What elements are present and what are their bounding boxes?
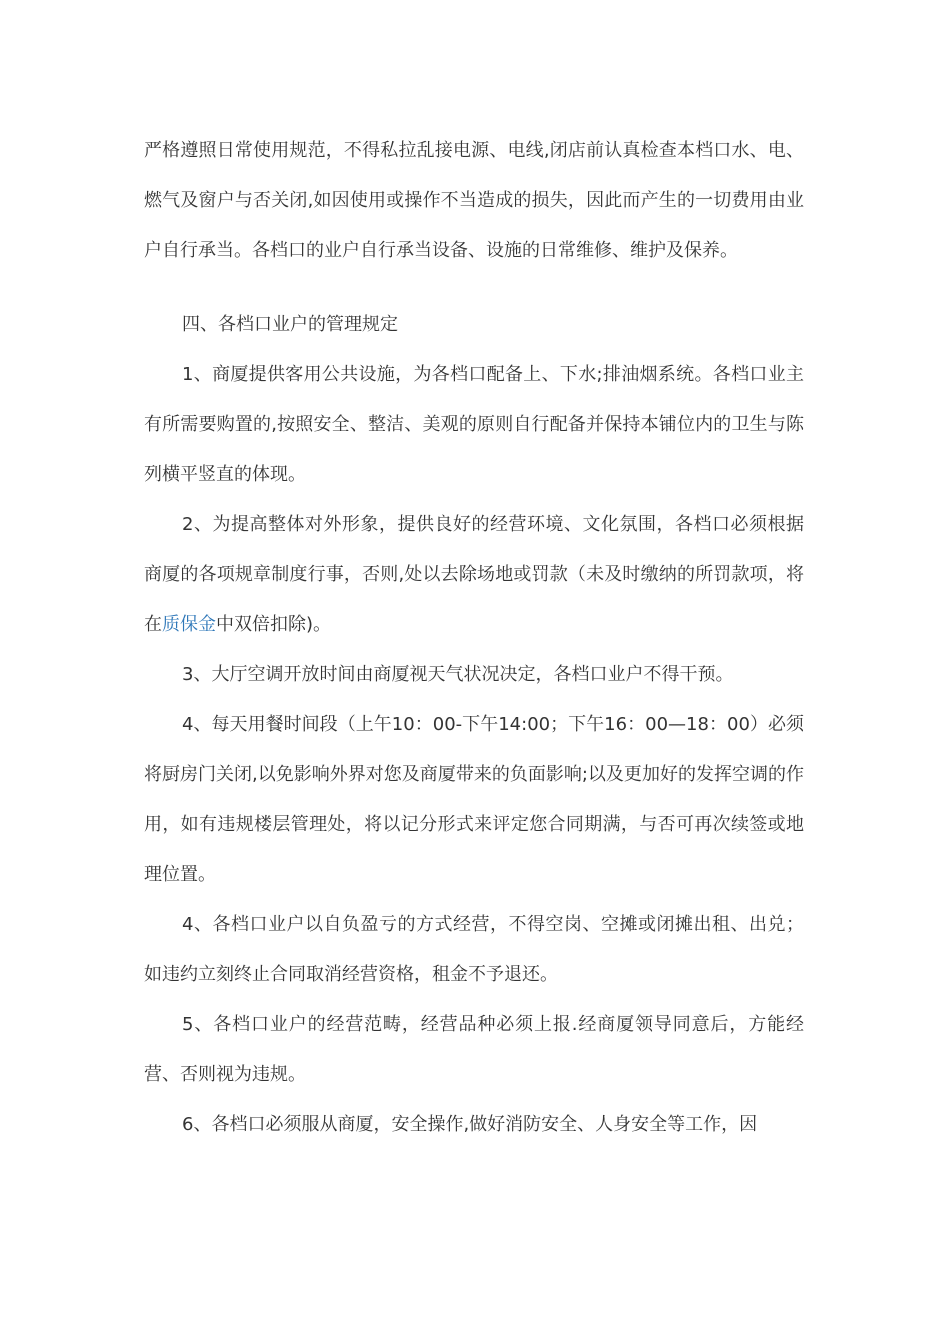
rule-item-2-text-a: 2、为提高整体对外形象，提供良好的经营环境、文化氛围，各档口必须根据商厦的各项规章制度行事，否则,处以去除场地或罚款（未及时缴纳的所罚款项，将在 [144,514,804,635]
deposit-link[interactable]: 质保金 [162,614,216,635]
rule-item-1: 1、商厦提供客用公共设施，为各档口配备上、下水;排油烟系统。各档口业主有所需要购置的,按照安全、整洁、美观的原则自行配备并保持本铺位内的卫生与陈列横平竖直的体现。 [144,364,804,485]
rule-item-4a: 4、每天用餐时间段（上午10：00-下午14:00；下午16：00—18：00）必须将厨房门关闭,以免影响外界对您及商厦带来的负面影响;以及更加好的发挥空调的作用，如有违规楼层管理处，将以记分形式来评定您合同期满，与否可再次续签或地理位置。 [144,714,804,885]
rule-item-4b: 4、各档口业户以自负盈亏的方式经营，不得空岗、空摊或闭摊出租、出兑；如违约立刻终止合同取消经营资格，租金不予退还。 [144,914,804,985]
rule-item-2-text-b: 中双倍扣除)。 [216,614,332,635]
section-heading: 四、各档口业户的管理规定 [182,314,398,335]
rule-item-6: 6、各档口必须服从商厦，安全操作,做好消防安全、人身安全等工作，因 [182,1114,758,1135]
document-body [144,126,804,1150]
rule-item-5: 5、各档口业户的经营范畴，经营品种必须上报.经商厦领导同意后，方能经营、否则视为违规。 [144,1014,804,1085]
paragraph-utilities: 严格遵照日常使用规范，不得私拉乱接电源、电线,闭店前认真检查本档口水、电、燃气及窗户与否关闭,如因使用或操作不当造成的损失，因此而产生的一切费用由业户自行承当。各档口的业户自行承当设备、设施的日常维修、维护及保养。 [144,140,804,261]
rule-item-2 [144,500,804,650]
rule-item-3: 3、大厅空调开放时间由商厦视天气状况决定，各档口业户不得干预。 [182,664,734,685]
